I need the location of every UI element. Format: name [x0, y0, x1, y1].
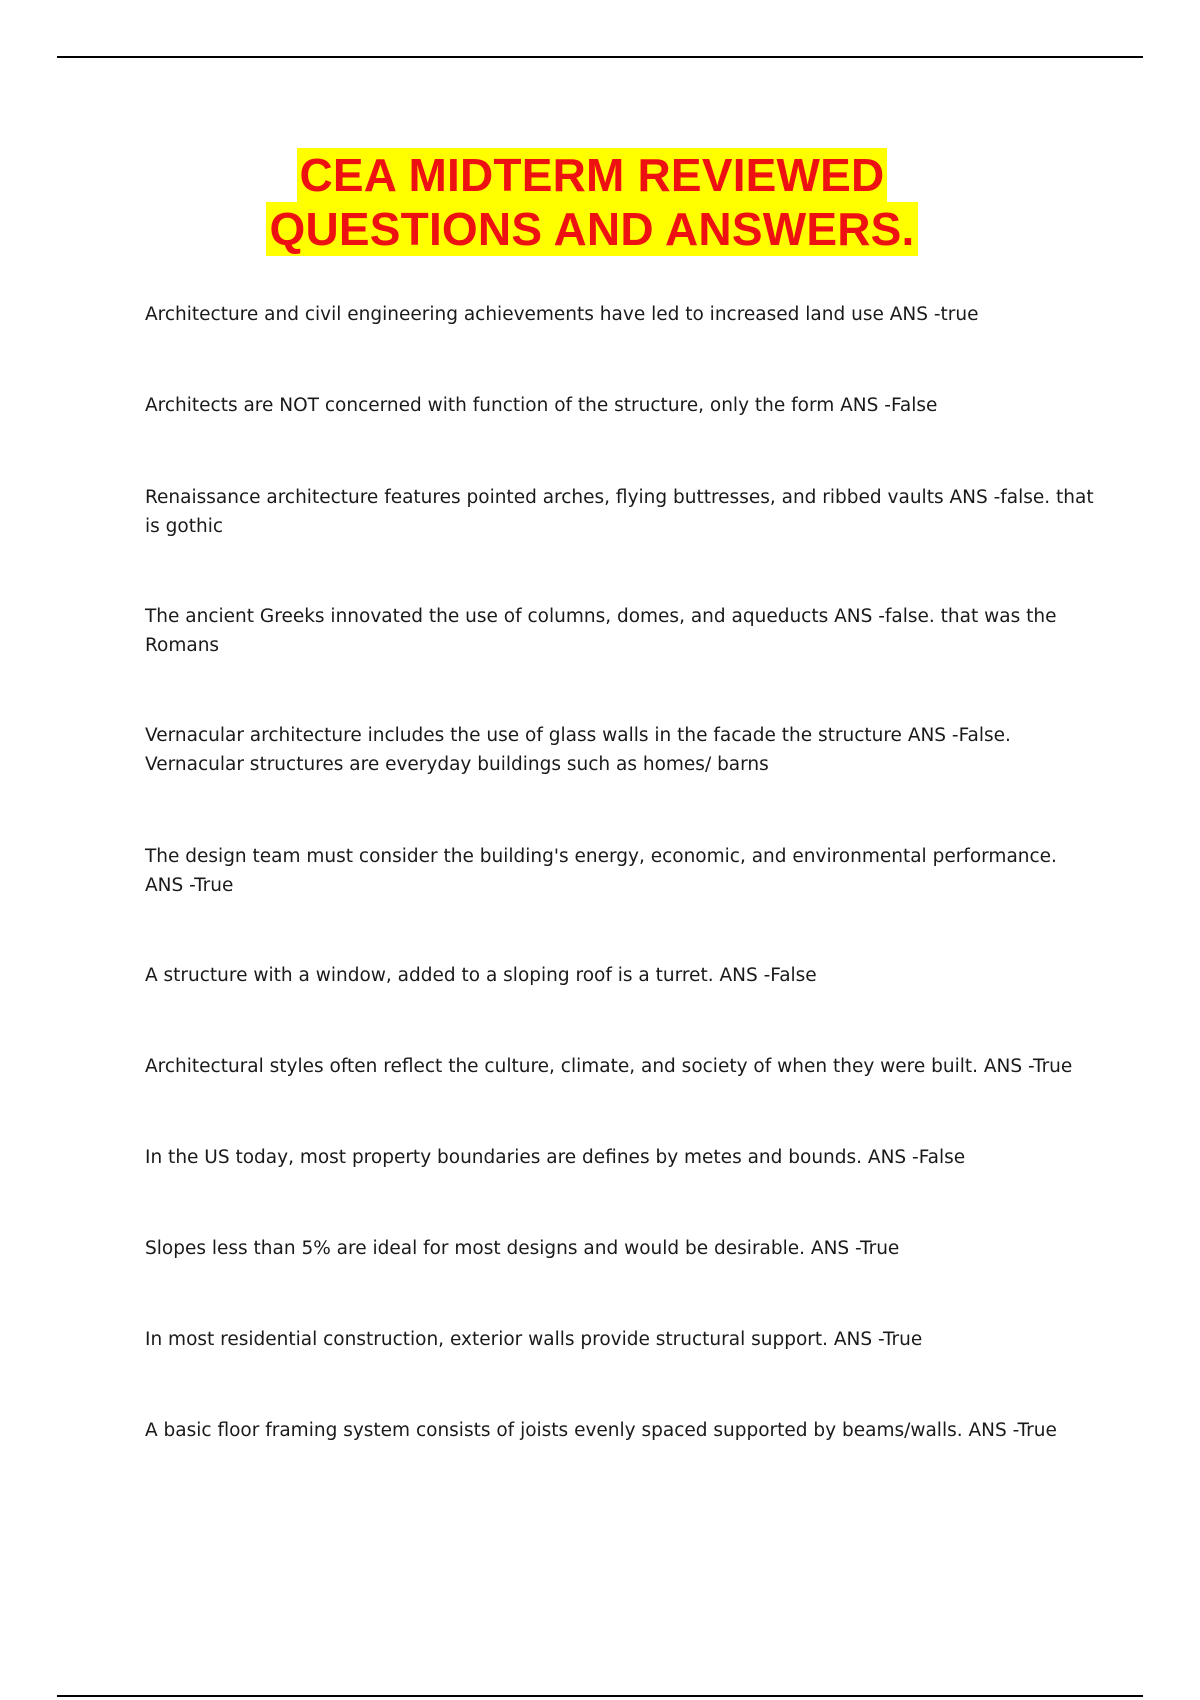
- qa-item-6: The design team must consider the building's energy, economic, and environmental performance. ANS -True: [145, 846, 1057, 896]
- qa-item-3: Renaissance architecture features pointed arches, flying buttresses, and ribbed vaults ANS -false. that is gothic: [145, 487, 1094, 537]
- qa-item-9: In the US today, most property boundaries are defines by metes and bounds. ANS -False: [145, 1147, 966, 1168]
- qa-item-5: Vernacular architecture includes the use of glass walls in the facade the structure ANS -False. Vernacular structures are everyday buildings such as homes/ barns: [145, 725, 1011, 775]
- title-line-2: QUESTIONS AND ANSWERS.: [266, 202, 917, 256]
- title-line-1: CEA MIDTERM REVIEWED: [297, 148, 888, 202]
- qa-item-10: Slopes less than 5% are ideal for most designs and would be desirable. ANS -True: [145, 1238, 900, 1259]
- qa-item-4: The ancient Greeks innovated the use of columns, domes, and aqueducts ANS -false. that was the Romans: [145, 606, 1057, 656]
- qa-item-1: Architecture and civil engineering achievements have led to increased land use ANS -true: [145, 304, 979, 325]
- qa-item-12: A basic floor framing system consists of joists evenly spaced supported by beams/walls. ANS -True: [145, 1420, 1057, 1441]
- bottom-rule: [57, 1695, 1143, 1697]
- qa-item-7: A structure with a window, added to a sloping roof is a turret. ANS -False: [145, 965, 817, 986]
- qa-item-11: In most residential construction, exterior walls provide structural support. ANS -True: [145, 1329, 923, 1350]
- qa-item-8: Architectural styles often reflect the culture, climate, and society of when they were built. ANS -True: [145, 1056, 1073, 1077]
- qa-item-2: Architects are NOT concerned with function of the structure, only the form ANS -False: [145, 395, 938, 416]
